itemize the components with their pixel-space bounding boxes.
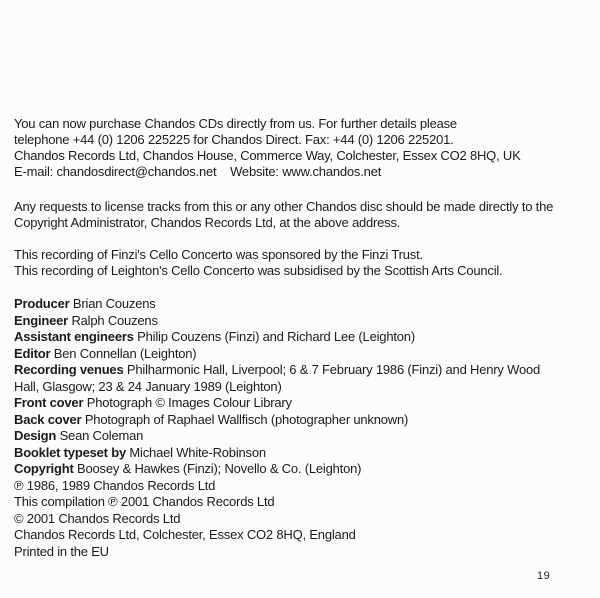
credit-line-assistant-engineers: [14, 329, 592, 346]
text-line: This recording of Leighton's Cello Concerto was subsidised by the Scottish Arts Council.: [14, 263, 503, 278]
credit-line-copyright: [14, 461, 592, 478]
credit-text: Boosey & Hawkes (Finzi); Novello & Co. (Leighton): [77, 461, 362, 476]
credit-text: Printed in the EU: [14, 543, 109, 559]
credit-text: Brian Couzens: [72, 296, 156, 311]
credit-text: © 2001 Chandos Records Ltd: [14, 510, 181, 526]
credit-line-design: [14, 428, 592, 445]
credit-line-recording-venues-cont: [14, 379, 592, 396]
credit-label: Booklet typeset by: [14, 444, 126, 460]
credit-text: Michael White-Robinson: [129, 444, 266, 460]
credit-text: Philip Couzens (Finzi) and Richard Lee (Leighton): [137, 329, 415, 344]
text-line: Copyright Administrator, Chandos Records Ltd, at the above address.: [14, 215, 401, 230]
credit-text: Ralph Couzens: [71, 312, 158, 328]
credit-label: Engineer: [14, 312, 69, 328]
licensing-paragraph: [14, 199, 592, 231]
credit-label: Recording venues: [14, 362, 124, 377]
credit-text: This compilation ℗ 2001 Chandos Records Ltd: [14, 494, 275, 509]
credit-line-phonogram-1986: [14, 478, 592, 495]
page-number: 19: [537, 570, 551, 582]
contact-paragraph: [14, 116, 592, 180]
text-line: Chandos Records Ltd, Chandos House, Commerce Way, Colchester, Essex CO2 8HQ, UK: [14, 148, 521, 163]
credit-text: ℗ 1986, 1989 Chandos Records Ltd: [14, 477, 216, 493]
credit-line-producer: [14, 296, 592, 313]
credit-label: Assistant engineers: [14, 329, 134, 344]
text-line: You can now purchase Chandos CDs directly from us. For further details please: [14, 116, 457, 131]
page-content: [14, 116, 592, 560]
credit-line-engineer: [14, 313, 592, 330]
credit-line-front-cover: [14, 395, 592, 412]
credit-text: Sean Coleman: [59, 428, 144, 443]
credit-text: Hall, Glasgow; 23 & 24 January 1989 (Leighton): [14, 378, 282, 394]
credits-block: [14, 296, 592, 560]
credit-line-address: [14, 527, 592, 544]
credit-text: Chandos Records Ltd, Colchester, Essex CO2 8HQ, England: [14, 527, 356, 542]
text-line: telephone +44 (0) 1206 225225 for Chandos Direct. Fax: +44 (0) 1206 225201.: [14, 132, 454, 147]
credit-label: Back cover: [14, 411, 82, 427]
credit-line-recording-venues: [14, 362, 592, 379]
credit-text: Photograph © Images Colour Library: [86, 395, 292, 410]
credit-text: Ben Connellan (Leighton): [53, 345, 197, 361]
credit-text: Photograph of Raphael Wallfisch (photographer unknown): [84, 411, 409, 427]
credit-label: Front cover: [14, 395, 84, 410]
credit-label: Design: [14, 428, 57, 443]
credit-line-booklet-typeset: [14, 445, 592, 462]
credit-text: Philharmonic Hall, Liverpool; 6 & 7 February 1986 (Finzi) and Henry Wood: [126, 362, 541, 377]
email-website-line: E-mail: chandosdirect@chandos.net Website: www.chandos.net: [14, 164, 382, 179]
credit-line-copyright-2001: [14, 511, 592, 528]
credit-line-printed-in-eu: [14, 544, 592, 561]
text-line: Any requests to license tracks from this or any other Chandos disc should be made directly to the: [14, 199, 554, 214]
credit-line-compilation-2001: [14, 494, 592, 511]
sponsorship-paragraph: [14, 247, 592, 279]
credit-line-back-cover: [14, 412, 592, 429]
text-line: This recording of Finzi's Cello Concerto was sponsored by the Finzi Trust.: [14, 247, 423, 262]
credit-line-editor: [14, 346, 592, 363]
credit-label: Producer: [14, 296, 70, 311]
credit-label: Copyright: [14, 461, 74, 476]
credit-label: Editor: [14, 345, 51, 361]
